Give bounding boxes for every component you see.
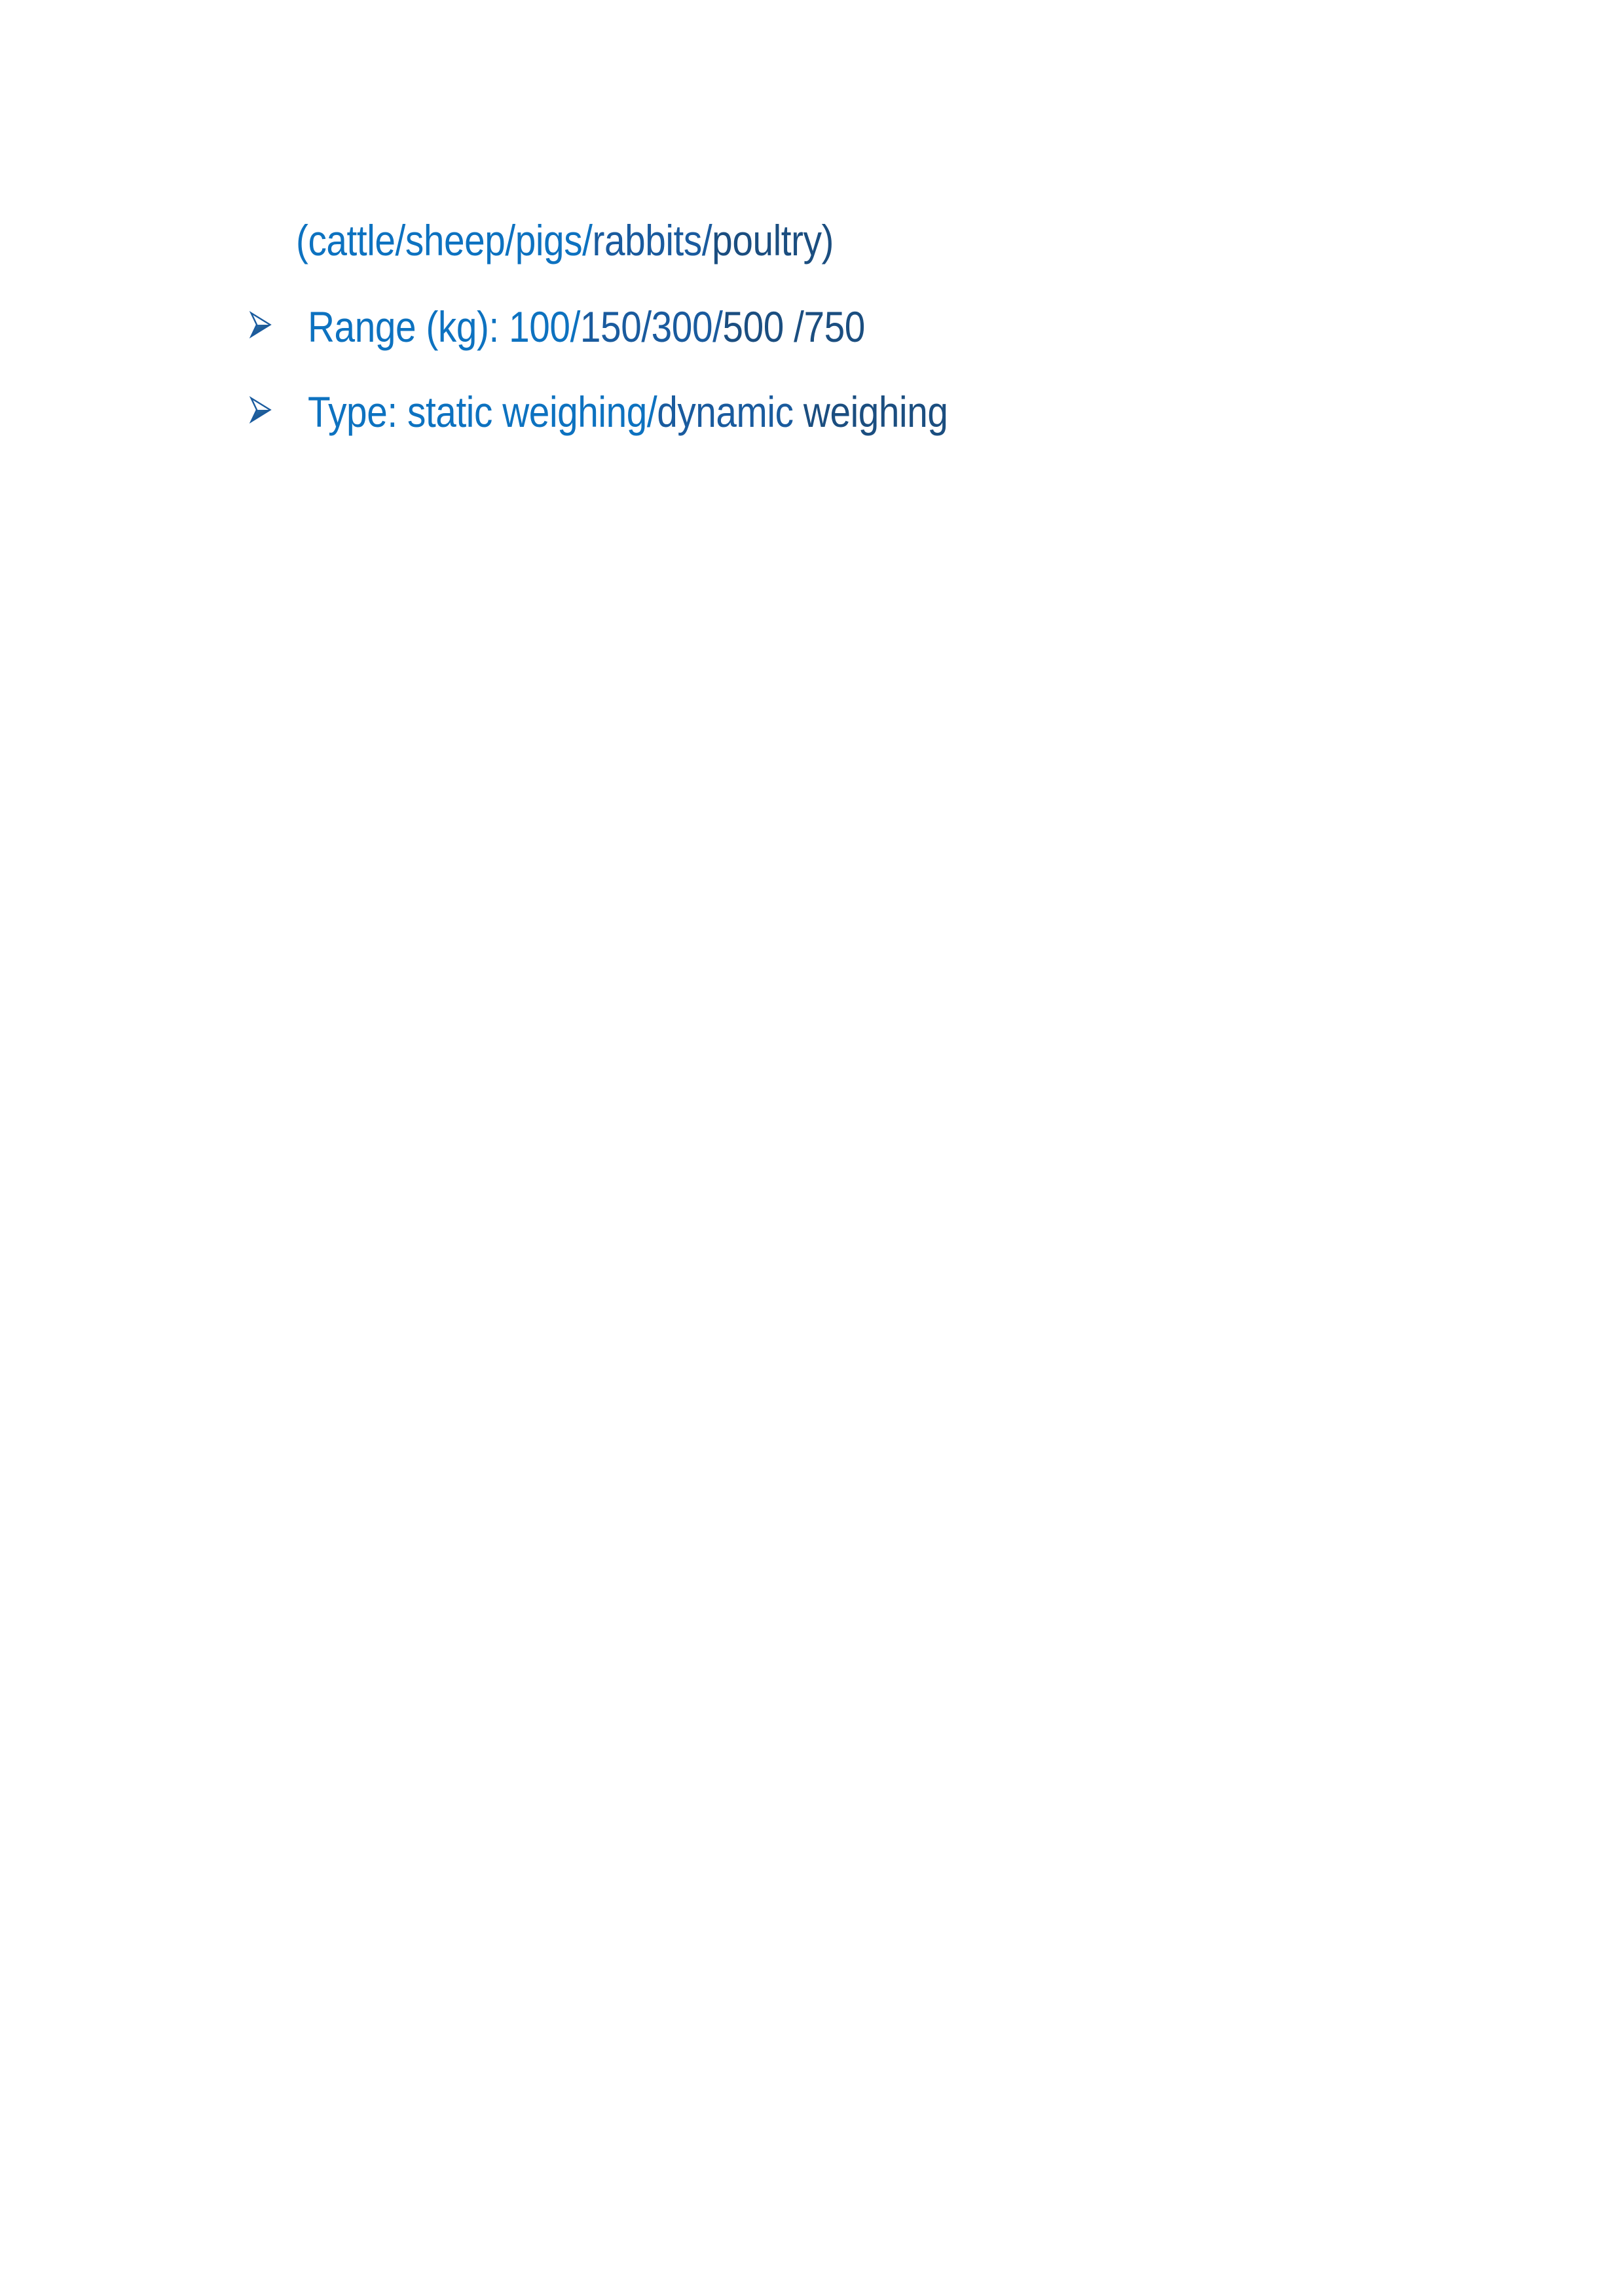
animal-types-text [296,216,834,264]
line-range [308,302,955,351]
line-animal-types [296,216,921,264]
arrowhead-bullet-icon [249,311,272,338]
text-segment: dynamic [657,388,803,436]
text-segment: Range (kg): 100/ [308,302,580,351]
text-segment: (cattle/sheep/pigs/ [296,216,593,264]
text-segment: weighing [803,388,948,436]
type-text [308,388,948,436]
text-segment: 500 /750 [722,302,865,351]
range-text [308,302,865,351]
text-segment: Type: static weighing/ [308,388,657,436]
text-segment: 150/300/ [580,302,723,351]
line-type [308,388,1052,436]
arrowhead-bullet-icon [249,396,272,424]
text-segment: rabbits/ [592,216,712,264]
text-segment: poultry) [712,216,834,264]
